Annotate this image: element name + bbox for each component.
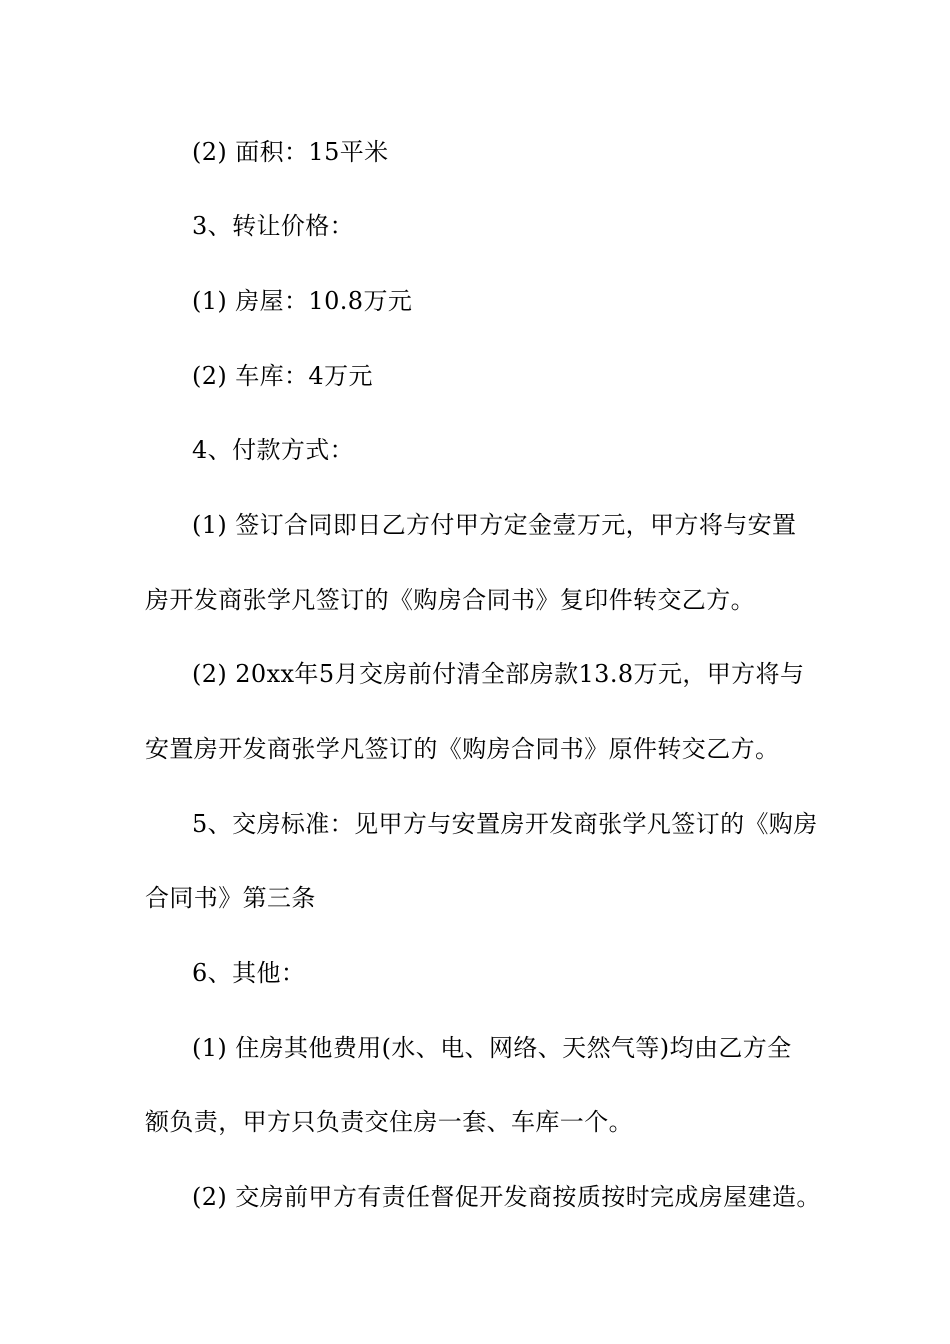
payment-heading: 4、付款方式： [192,436,355,464]
other-item-1-line-2: 额负责，甲方只负责交住房一套、车库一个。 [145,1108,633,1136]
payment-item-1-line-1: (1) 签订合同即日乙方付甲方定金壹万元，甲方将与安置 [192,511,797,539]
area-line: (2) 面积：15平米 [192,138,389,166]
payment-item-1-line-2: 房开发商张学凡签订的《购房合同书》复印件转交乙方。 [145,586,755,614]
other-heading: 6、其他： [192,959,306,987]
delivery-standard-line-1: 5、交房标准：见甲方与安置房开发商张学凡签订的《购房 [192,810,818,838]
delivery-standard-line-2: 合同书》第三条 [145,884,316,912]
garage-price-line: (2) 车库：4万元 [192,362,373,390]
other-item-2-line: (2) 交房前甲方有责任督促开发商按质按时完成房屋建造。 [192,1183,821,1211]
other-item-1-line-1: (1) 住房其他费用(水、电、网络、天然气等)均由乙方全 [192,1034,792,1062]
house-price-line: (1) 房屋：10.8万元 [192,287,413,315]
price-heading: 3、转让价格： [192,212,355,240]
payment-item-2-line-2: 安置房开发商张学凡签订的《购房合同书》原件转交乙方。 [145,735,780,763]
payment-item-2-line-1: (2) 20xx年5月交房前付清全部房款13.8万元，甲方将与 [192,660,805,688]
